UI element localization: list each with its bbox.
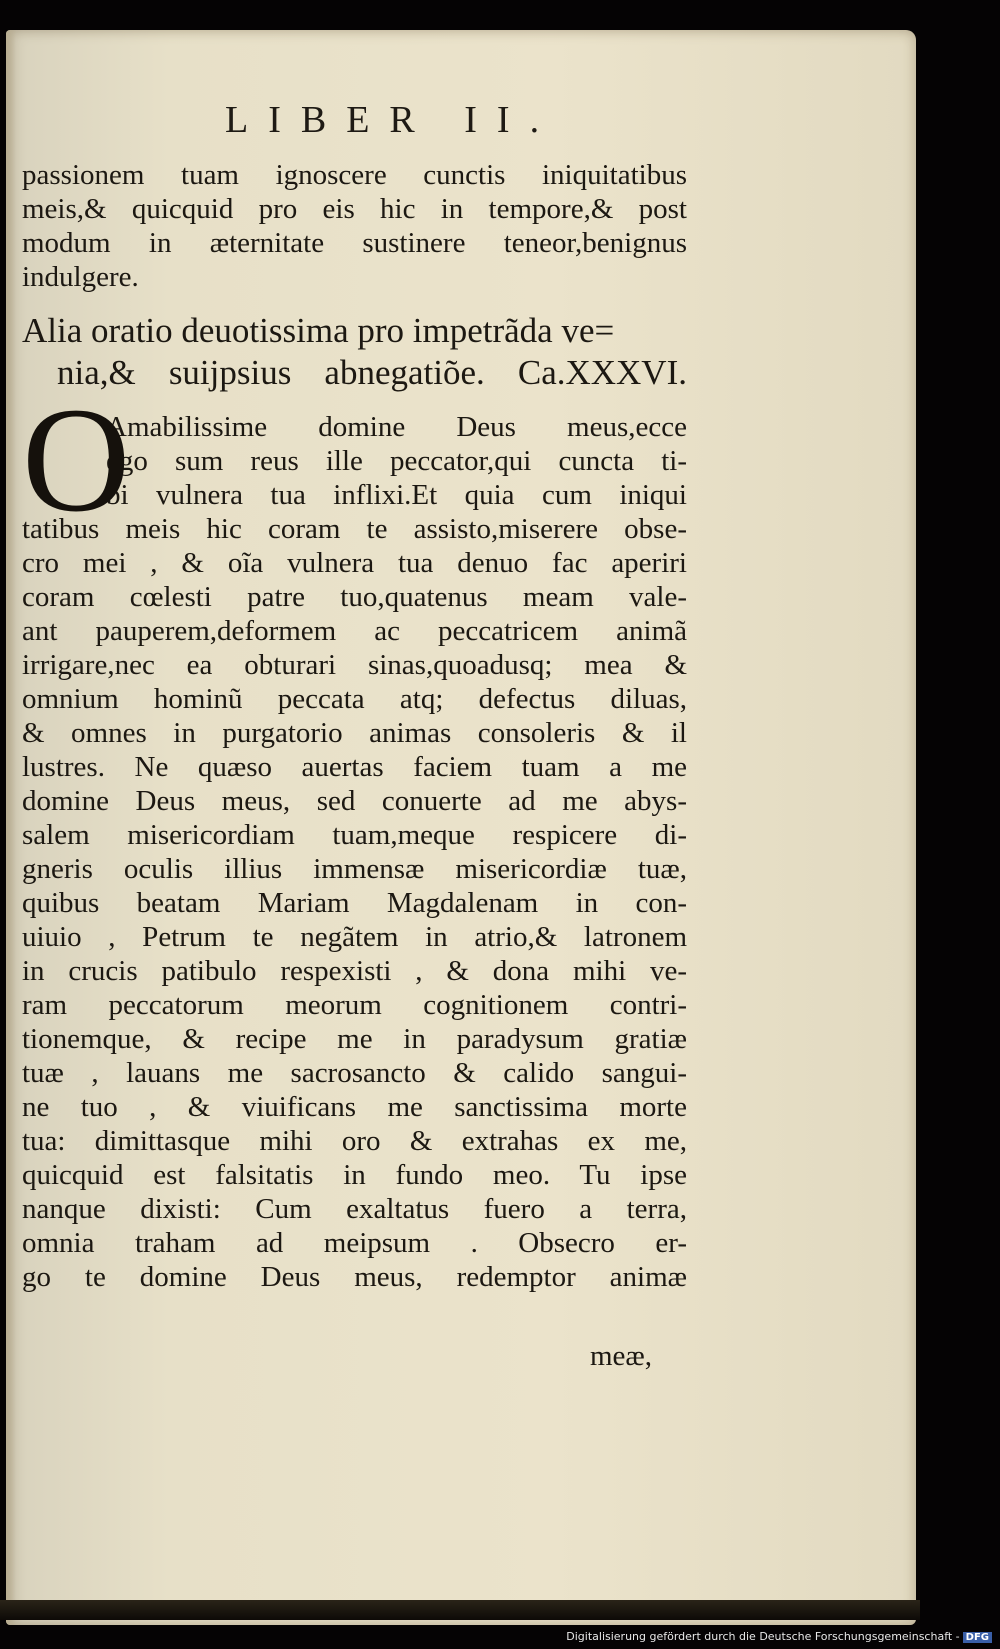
text-line: coram cœlesti patre tuo,quatenus meam vale- xyxy=(22,581,687,613)
text-line: quicquid est falsitatis in fundo meo. Tu ipse xyxy=(22,1159,687,1191)
text-line: omnia traham ad meipsum . Obsecro er- xyxy=(22,1227,687,1259)
text-line: ego sum reus ille peccator,qui cuncta ti- xyxy=(106,445,687,477)
chapter-heading-line: Alia oratio deuotissima pro impetrãda ve= xyxy=(22,311,615,350)
page-bottom-edge xyxy=(0,1600,920,1620)
text-line: lustres. Ne quæso auertas faciem tuam a me xyxy=(22,751,687,783)
intro-paragraph xyxy=(22,158,687,294)
text-line: Amabilissime domine Deus meus,ecce xyxy=(106,411,687,443)
digitization-credit xyxy=(566,1630,992,1643)
text-line: omnium hominũ peccata atq; defectus diluas, xyxy=(22,683,687,715)
text-line: domine Deus meus, sed conuerte ad me abys- xyxy=(22,785,687,817)
text-line: tuæ , lauans me sacrosancto & calido sangui- xyxy=(22,1057,687,1089)
text-line: irrigare,nec ea obturari sinas,quoadusq; mea & xyxy=(22,649,687,681)
text-line: in crucis patibulo respexisti , & dona mihi ve- xyxy=(22,955,687,987)
footer-credit-text: Digitalisierung gefördert durch die Deutsche Forschungsgemeinschaft - xyxy=(566,1630,960,1643)
text-line: tatibus meis hic coram te assisto,miserere obse- xyxy=(22,513,687,545)
text-line: gneris oculis illius immensæ misericordiæ tuæ, xyxy=(22,853,687,885)
running-head: LIBER II. xyxy=(225,99,560,141)
text-line: cro mei , & oĩa vulnera tua denuo fac aperiri xyxy=(22,547,687,579)
text-line: modum in æternitate sustinere teneor,benignus xyxy=(22,227,687,259)
text-line: ram peccatorum meorum cognitionem contri- xyxy=(22,989,687,1021)
text-line: tionemque, & recipe me in paradysum gratiæ xyxy=(22,1023,687,1055)
text-line: quibus beatam Mariam Magdalenam in con- xyxy=(22,887,687,919)
text-line: ant pauperem,deformem ac peccatricem animã xyxy=(22,615,687,647)
dfg-logo: DFG xyxy=(963,1632,992,1643)
text-line: tua: dimittasque mihi oro & extrahas ex me, xyxy=(22,1125,687,1157)
text-line: nanque dixisti: Cum exaltatus fuero a terra, xyxy=(22,1193,687,1225)
text-line: uiuio , Petrum te negãtem in atrio,& latronem xyxy=(22,921,687,953)
chapter-heading-line: nia,& suijpsius abnegatiõe. Ca.XXXVI. xyxy=(57,353,687,392)
drop-cap: O xyxy=(22,377,131,543)
prayer-body xyxy=(22,377,687,1294)
catchword: meæ, xyxy=(590,1340,653,1372)
text-line: & omnes in purgatorio animas consoleris & il xyxy=(22,717,687,749)
text-line: passionem tuam ignoscere cunctis iniquitatibus xyxy=(22,159,687,191)
text-line: meis,& quicquid pro eis hic in tempore,& post xyxy=(22,193,687,225)
page-edge-shadow xyxy=(6,30,16,1625)
text-line: indulgere. xyxy=(22,261,139,293)
text-line: bi vulnera tua inflixi.Et quia cum iniqui xyxy=(106,479,687,511)
text-line: ne tuo , & viuificans me sanctissima morte xyxy=(22,1091,687,1123)
text-line: salem misericordiam tuam,meque respicere di- xyxy=(22,819,687,851)
text-line: go te domine Deus meus, redemptor animæ xyxy=(22,1261,687,1293)
